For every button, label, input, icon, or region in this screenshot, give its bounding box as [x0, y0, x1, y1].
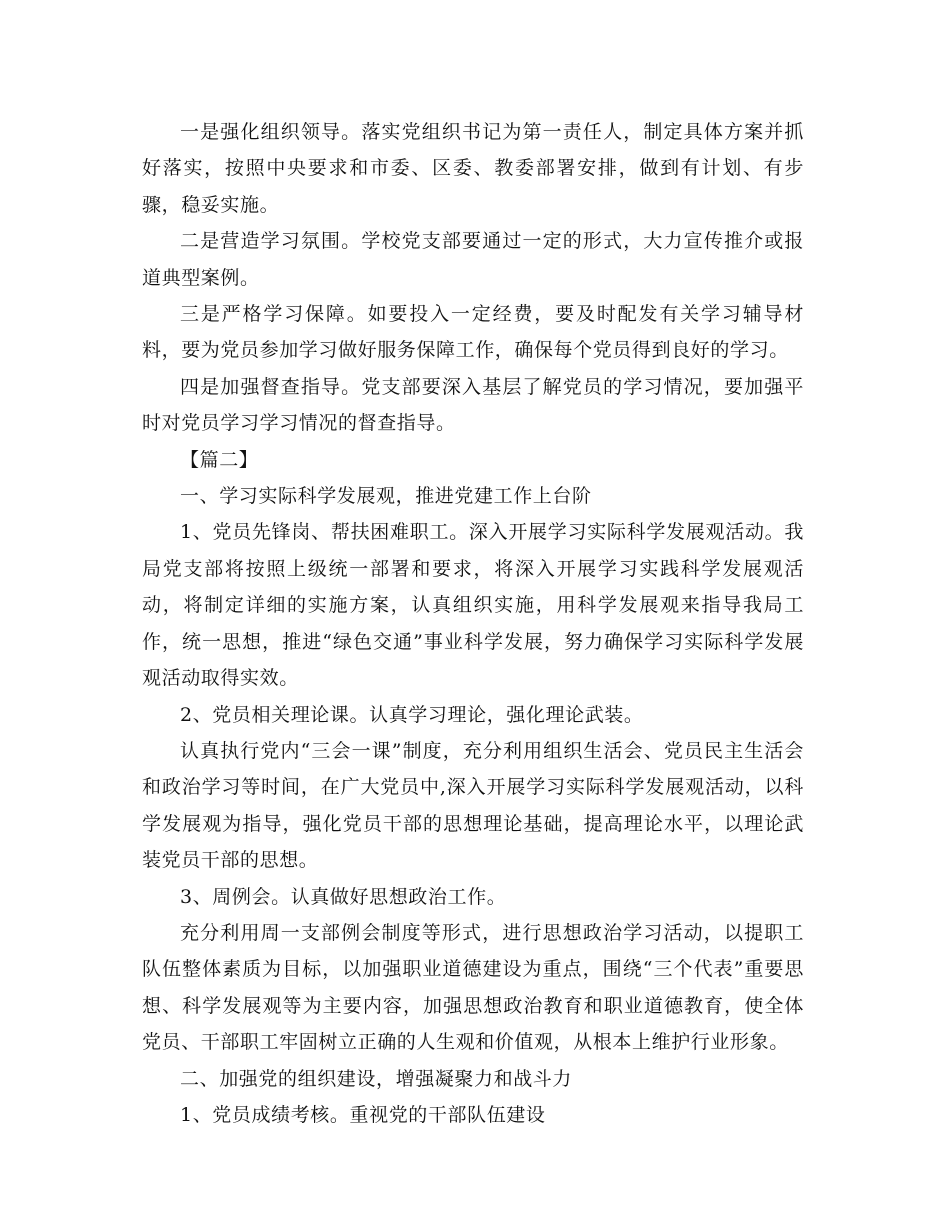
- paragraph-1: 一是强化组织领导。落实党组织书记为第一责任人，制定具体方案并抓好落实，按照中央要求和市委、区委、教委部署安排，做到有计划、有步骤，稳妥实施。: [142, 121, 804, 216]
- paragraph-4: 四是加强督查指导。党支部要深入基层了解党员的学习情况，要加强平时对党员学习学习情况的督查指导。: [142, 375, 804, 435]
- paragraph-3: 三是严格学习保障。如要投入一定经费，要及时配发有关学习辅导材料，要为党员参加学习做好服务保障工作，确保每个党员得到良好的学习。: [142, 303, 804, 362]
- subheading-4: 1、党员成绩考核。重视党的干部队伍建设: [180, 1103, 546, 1126]
- paragraph-5: 1、党员先锋岗、帮扶困难职工。深入开展学习实际科学发展观活动。我局党支部将按照上级统一部署和要求，将深入开展学习实践科学发展观活动，将制定详细的实施方案，认真组织实施，用科学发展观来指导我局工作，统一思想，推进“绿色交通”事业科学发展，努力确保学习实际科学发展观活动取得实效。: [142, 521, 804, 690]
- paragraph-7: 充分利用周一支部例会制度等形式，进行思想政治学习活动，以提职工队伍整体素质为目标，以加强职业道德建设为重点，围绕“三个代表”重要思想、科学发展观等为主要内容，加强思想政治教育和职业道德教育，使全体党员、干部职工牢固树立正确的人生观和价值观，从根本上维护行业形象。: [142, 921, 804, 1054]
- document-body: [142, 114, 804, 1133]
- section-heading-part-two: 【篇二】: [180, 448, 259, 471]
- paragraph-6: 认真执行党内“三会一课”制度，充分利用组织生活会、党员民主生活会和政治学习等时间，在广大党员中,深入开展学习实际科学发展观活动，以科学发展观为指导，强化党员干部的思想理论基础，提高理论水平，以理论武装党员干部的思想。: [142, 739, 804, 872]
- section-heading-2: 二、加强党的组织建设，增强凝聚力和战斗力: [180, 1067, 573, 1090]
- subheading-3: 3、周例会。认真做好思想政治工作。: [180, 885, 507, 908]
- subheading-2: 2、党员相关理论课。认真学习理论，强化理论武装。: [180, 703, 644, 726]
- paragraph-2: 二是营造学习氛围。学校党支部要通过一定的形式，大力宣传推介或报道典型案例。: [142, 230, 804, 289]
- section-heading-1: 一、学习实际科学发展观，推进党建工作上台阶: [180, 485, 592, 508]
